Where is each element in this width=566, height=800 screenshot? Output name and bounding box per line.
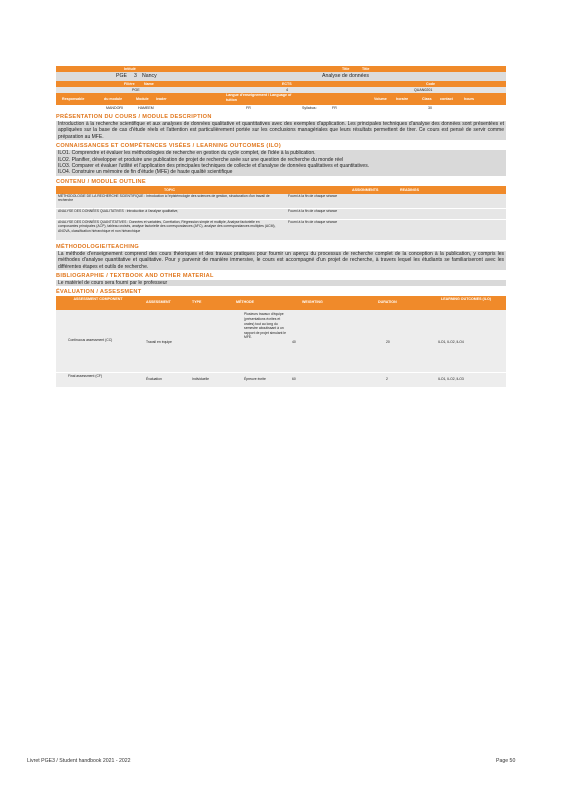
ilo-item: ILO2. Planifier, développer et produire une publication de projet de recherche axée sur une question de recherche du monde réel [58,156,344,163]
outline-topic: ANALYSE DES DONNÉES QUALITATIVES : Introduction à l'analyse qualitative, [58,208,179,213]
eval-head-weighting: WEIGHTING [302,300,323,305]
outline-table-header [56,186,506,194]
program-level: 3 [134,73,137,79]
outline-head-readings: READINGS [400,187,419,192]
program-value: PGE [132,88,140,92]
label-du-module: du module [104,97,123,101]
eval-weighting: 40 [292,340,296,345]
outline-assignment: Fourni à la fin de chaque séance [288,208,338,213]
label-horaire: horaire [396,97,409,101]
leader-name2: HAMEEM [138,106,154,110]
ilo-item: ILO4. Construire un mémoire de fin d'étude (MFE) de haute qualité scientifique [58,169,233,176]
label-class: Class [422,97,432,101]
language-value: FR [246,106,251,110]
eval-head-duration: DURATION [378,300,397,305]
label-name: Name [144,82,154,86]
ilo-item: ILO3. Comparer et évaluer l'utilité et l'application des principales techniques de collecte et d'analyse de données qualitatives et quantitatives. [58,163,370,170]
bibliography-paragraph: Le matériel de cours sera fourni par le professeur [58,280,168,287]
section-title-competences: CONNAISSANCES ET COMPÉTENCES VISÉES / LEARNING OUTCOMES (ILO) [56,143,281,150]
label-contact: contact [440,97,453,101]
program-name: PGE [116,73,127,79]
syllabus-label: Syllabus: [302,106,317,110]
header-row-responsable [56,93,506,105]
leader-name: MANDORI [106,106,123,110]
label-leader: leader [156,97,167,101]
campus-name: Nancy [142,73,157,79]
table-row [56,373,506,388]
table-row [56,209,506,220]
eval-head-method: MÉTHODE [236,300,254,305]
table-row [56,220,506,241]
header-row-leader-values [56,105,506,111]
course-sheet [56,66,506,388]
label-responsable: Responsable [62,97,85,101]
section-title-methodologie: MÉTHODOLOGIE/TEACHING [56,243,140,250]
eval-head-assessment: ASSESSMENT [146,300,171,305]
syllabus-value: FR [332,106,337,110]
evaluation-table-header [56,296,506,310]
eval-assessment: Évaluation [146,377,162,382]
eval-ilo: ILO1, ILO2, ILO3 [438,377,464,382]
eval-duration: 20 [386,340,390,345]
eval-method: Plusieurs travaux d'équipe (présentations écrites et orales) tout au long du semestre aboutissant à un rapport de projet simulant le MFE. [244,312,287,340]
eval-ilo: ILO1, ILO2, ILO4 [438,340,464,345]
label-title: Title [342,67,350,71]
eval-type: Individuelle [192,377,209,382]
label-module: Module [136,97,149,101]
ects-value: 4 [286,88,288,92]
eval-weighting: 60 [292,377,296,382]
label-filiere: Filière [124,82,135,86]
eval-head-ilo: LEARNING OUTCOMES (ILO) [441,297,491,302]
outline-head-topic: TOPIC [164,187,175,192]
methodology-paragraph: La méthode d'enseignement comprend des cours théoriques et des travaux pratiques pour fournir un aperçu du processus de recherche complet de la conception à la publication, y compris les méthodes d'analyse quantitative et qualitative. Pour y parvenir de manière immersive, le cours est accompagné d'un projet de recherche, à travers lequel les étudiants se familiariseront avec les différentes étapes et outils de recherche. [58,250,504,270]
ilo-list [56,150,506,176]
table-row [56,310,506,373]
label-volume: Volume [374,97,387,101]
footer-handbook-label: Livret PGE3 / Student handbook 2021 - 2022 [27,758,131,764]
label-hours: hours [464,97,474,101]
presentation-text [56,121,506,140]
eval-method: Épreuve écrite [244,377,266,382]
outline-head-assignments: ASSIGNMENTS [352,187,379,192]
section-title-contenu: CONTENU / MODULE OUTLINE [56,178,146,185]
header-row-course [56,72,506,81]
label-code: Code [426,82,435,86]
footer-page-number: Page 50 [496,758,516,764]
code-value: QUAN0201 [414,88,433,92]
section-title-presentation: PRÉSENTATION DU COURS / MODULE DESCRIPTION [56,114,212,120]
label-intitule: Intitulé [124,67,136,71]
eval-component: Continuous assessment (CC) [68,338,113,343]
ilo-item: ILO1. Comprendre et évaluer les méthodologies de recherche en gestion du cycle complet, de l'idée à la publication. [58,150,316,157]
methodology-text [56,251,506,270]
label-ects: ECTS [282,82,292,86]
section-title-bibliographie: BIBLIOGRAPHIE / TEXTBOOK AND OTHER MATERIAL [56,273,214,280]
label-langue: Langue d'enseignement / Language of tuition [226,93,292,102]
eval-component: Final assessment (CF) [68,374,103,379]
eval-head-component: ASSESSMENT COMPONENT [73,297,123,302]
eval-head-type: TYPE [192,300,202,305]
eval-duration: 2 [386,377,388,382]
outline-assignment: Fourni à la fin de chaque séance [288,193,338,198]
outline-assignment: Fourni à la fin de chaque séance [288,219,338,224]
outline-topic: ANALYSE DES DONNÉES QUANTITATIVES : Données et variables, Corrélation, Régression simple et multiple, Analyse factorielle en composantes principales (ACP), tableau croisés, analyse factorielle des correspondances (AFC), analyse des correspondances multiples (ACM), ANOVA, classification hiérarchique et non hiérarchique [58,219,276,234]
course-name: Analyse de données [322,73,370,79]
eval-assessment: Travail en équipe [146,340,172,345]
section-title-evaluation: ÉVALUATION / ASSESSMENT [56,289,142,296]
outline-topic: MÉTHODOLOGIE DE LA RECHERCHE SCIENTIFIQUE : Introduction à l'épistémologie des sciences de gestion, structuration d'un travail de recherche [58,193,270,203]
presentation-paragraph: Introduction à la recherche scientifique et aux analyses de données qualitative et quantitatives avec des exemples d'application. Les principales techniques d'analyse des données sont présentées et appliquées sur la base de cas d'étude réels et l'attention est particulièrement portée sur les conclusions managériales que leurs résultats permettent de tirer. Ce cours est pensé de servir comme préparation au MFE. [58,121,504,140]
bibliography-text [56,280,506,286]
hours-value: 30 [428,106,432,110]
table-row [56,194,506,209]
label-title-en: Title [362,67,370,71]
